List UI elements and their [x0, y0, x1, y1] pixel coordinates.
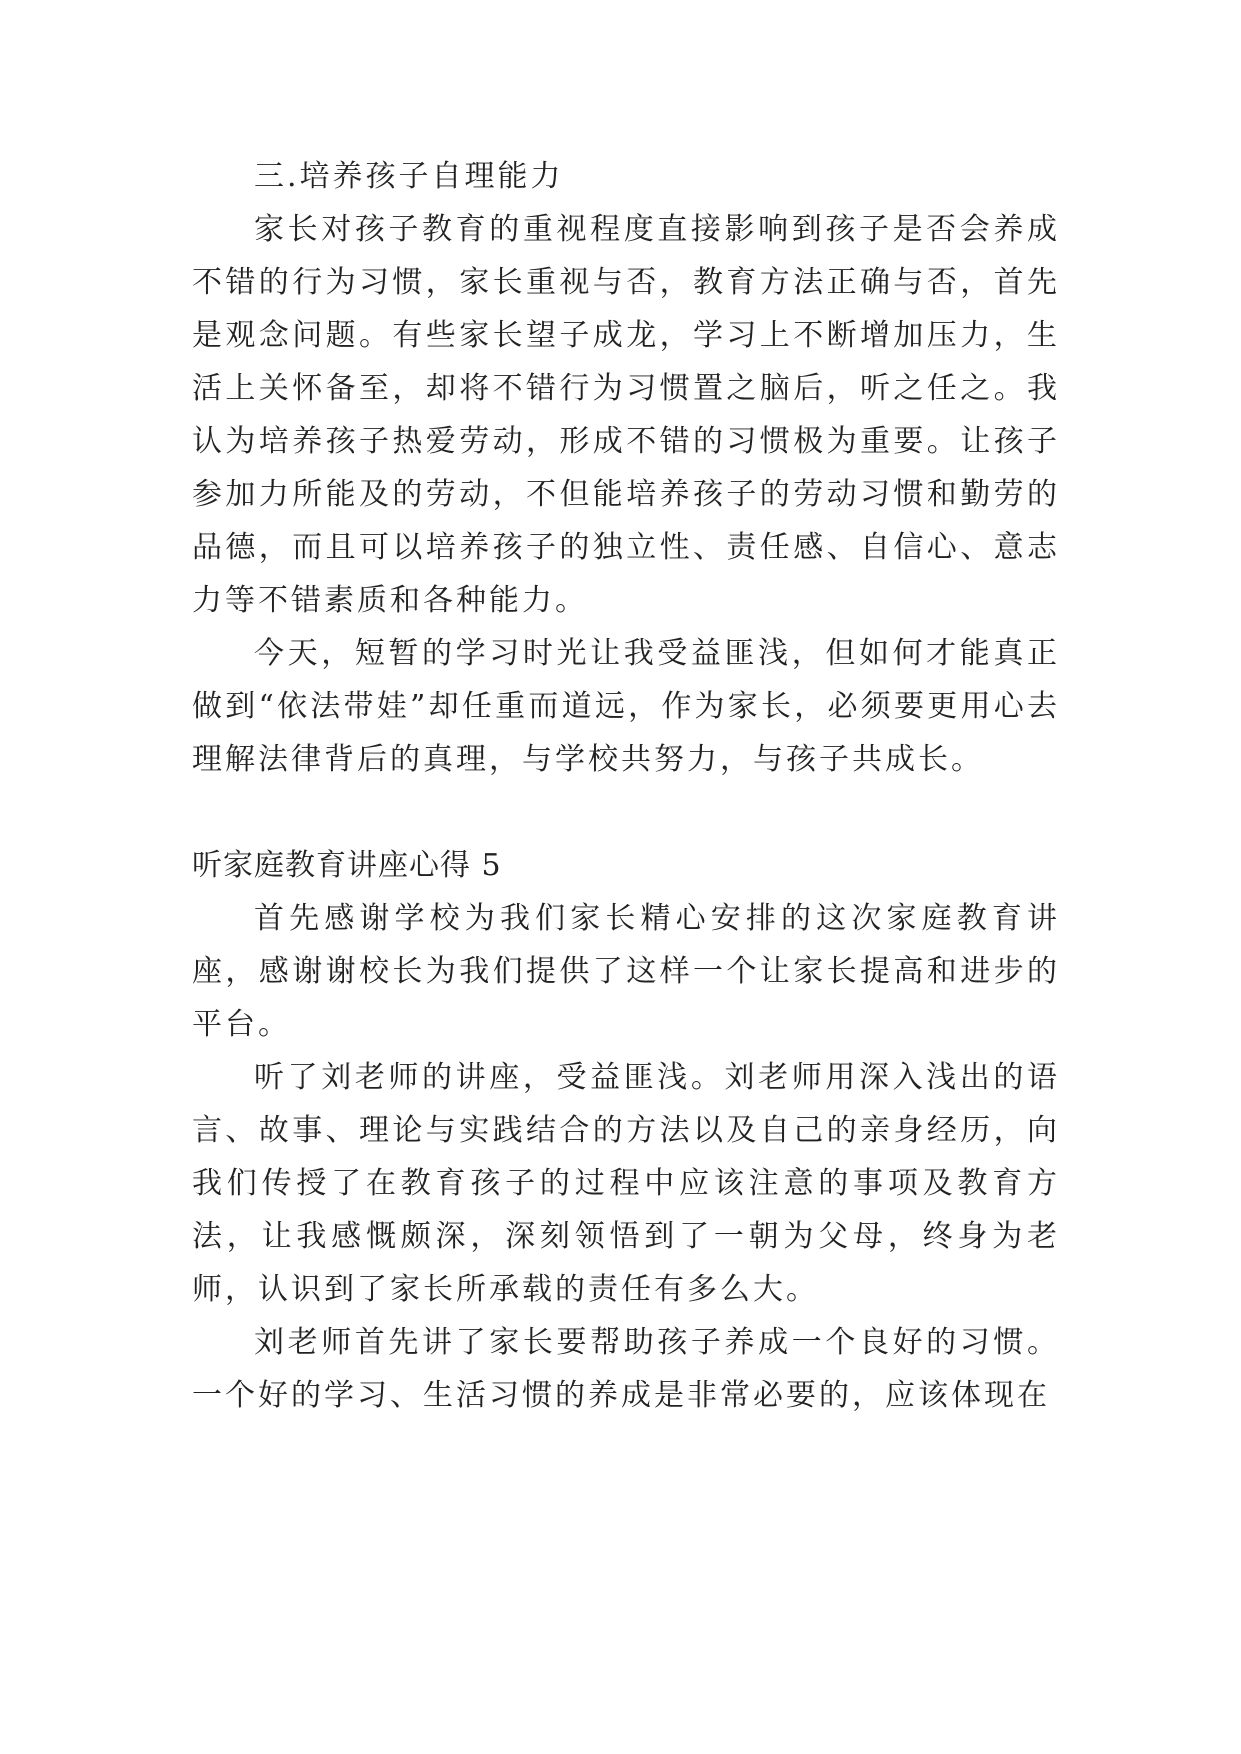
paragraph: 刘老师首先讲了家长要帮助孩子养成一个良好的习惯。一个好的学习、生活习惯的养成是非常必要的，应该体现在: [192, 1325, 1060, 1413]
section-title: 听家庭教育讲座心得 5: [192, 848, 502, 883]
paragraph: 首先感谢学校为我们家长精心安排的这次家庭教育讲座，感谢谢校长为我们提供了这样一个让家长提高和进步的平台。: [192, 901, 1060, 1042]
section-gap: [192, 786, 1060, 839]
paragraph: 今天，短暂的学习时光让我受益匪浅，但如何才能真正做到“依法带娃”却任重而道远，作为家长，必须要更用心去理解法律背后的真理，与学校共努力，与孩子共成长。: [192, 636, 1060, 777]
paragraph: 听了刘老师的讲座，受益匪浅。刘老师用深入浅出的语言、故事、理论与实践结合的方法以及自己的亲身经历，向我们传授了在教育孩子的过程中应该注意的事项及教育方法，让我感慨颇深，深刻领悟到了一朝为父母，终身为老师，认识到了家长所承载的责任有多么大。: [192, 1060, 1060, 1307]
paragraph: 家长对孩子教育的重视程度直接影响到孩子是否会养成不错的行为习惯，家长重视与否，教育方法正确与否，首先是观念问题。有些家长望子成龙，学习上不断增加压力，生活上关怀备至，却将不错行为习惯置之脑后，听之任之。我认为培养孩子热爱劳动，形成不错的习惯极为重要。让孩子参加力所能及的劳动，不但能培养孩子的劳动习惯和勤劳的品德，而且可以培养孩子的独立性、责任感、自信心、意志力等不错素质和各种能力。: [192, 212, 1060, 618]
section-heading: 三.培养孩子自理能力: [254, 159, 564, 194]
document-body: [192, 150, 1060, 1422]
